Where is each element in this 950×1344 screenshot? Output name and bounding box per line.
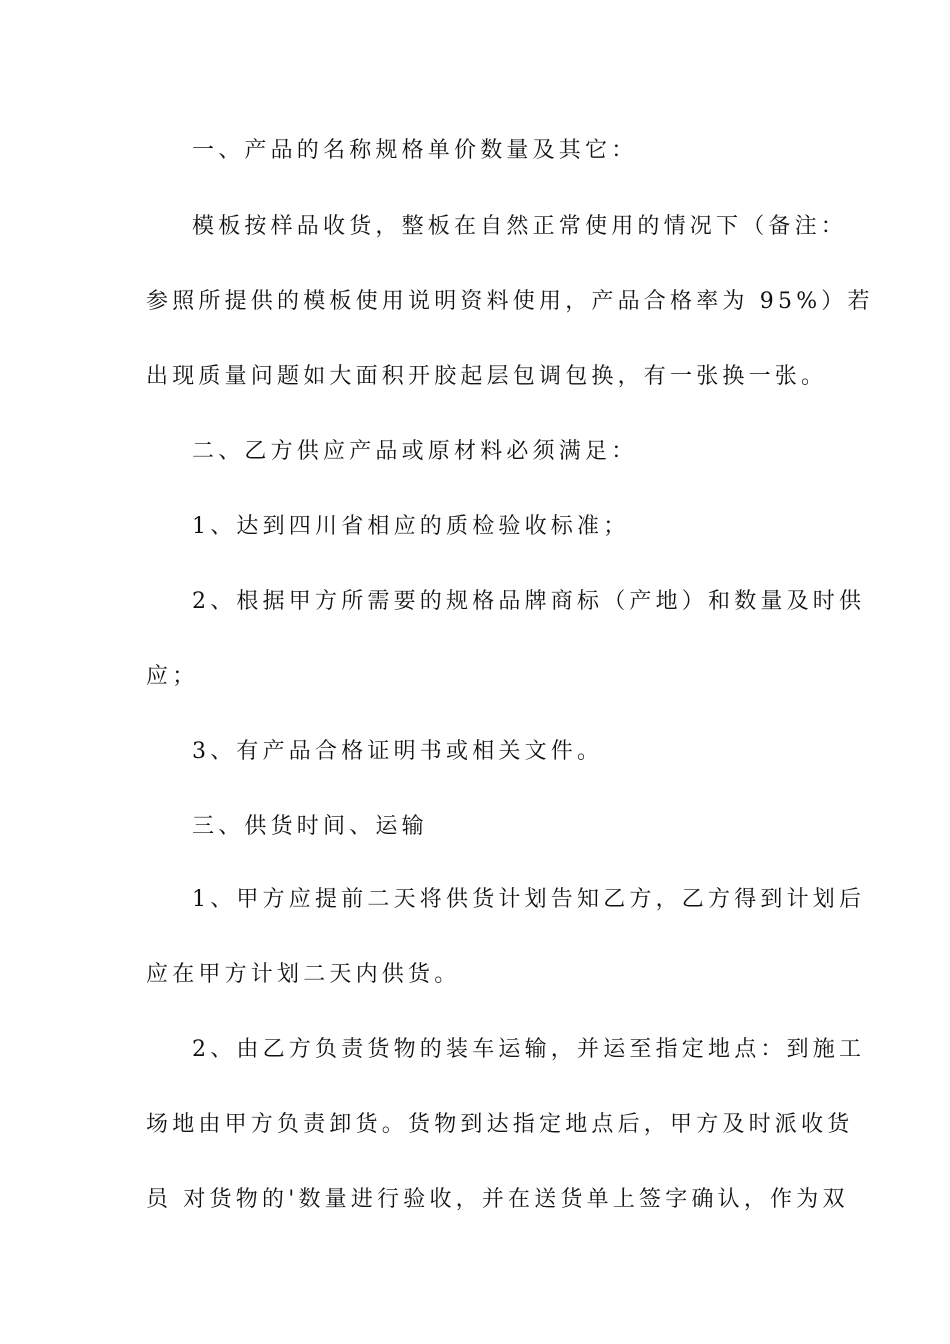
paragraph-line: 出现质量问题如大面积开胶起层包调包换，有一张换一张。 xyxy=(146,364,828,389)
section-2-heading: 二、乙方供应产品或原材料必须满足： xyxy=(192,439,638,464)
section-3-heading: 三、供货时间、运输 xyxy=(192,814,428,839)
list-item: 1、达到四川省相应的质检验收标准； xyxy=(192,514,630,539)
paragraph-line: 参照所提供的模板使用说明资料使用，产品合格率为 95%）若 xyxy=(146,289,874,314)
list-item-continuation: 员 对货物的'数量进行验收，并在送货单上签字确认，作为双 xyxy=(146,1187,849,1212)
list-item: 3、有产品合格证明书或相关文件。 xyxy=(192,739,604,764)
list-item: 1、甲方应提前二天将供货计划告知乙方，乙方得到计划后 xyxy=(192,887,866,912)
list-item-continuation: 应在甲方计划二天内供货。 xyxy=(146,962,461,987)
list-item: 2、由乙方负责货物的装车运输，并运至指定地点：到施工 xyxy=(192,1037,866,1062)
paragraph-line: 模板按样品收货，整板在自然正常使用的情况下（备注： xyxy=(192,214,848,239)
list-item-continuation: 应； xyxy=(146,664,199,689)
list-item-continuation: 场地由甲方负责卸货。货物到达指定地点后，甲方及时派收货 xyxy=(146,1112,854,1137)
section-1-heading: 一、产品的名称规格单价数量及其它： xyxy=(192,138,638,163)
list-item: 2、根据甲方所需要的规格品牌商标（产地）和数量及时供 xyxy=(192,589,866,614)
